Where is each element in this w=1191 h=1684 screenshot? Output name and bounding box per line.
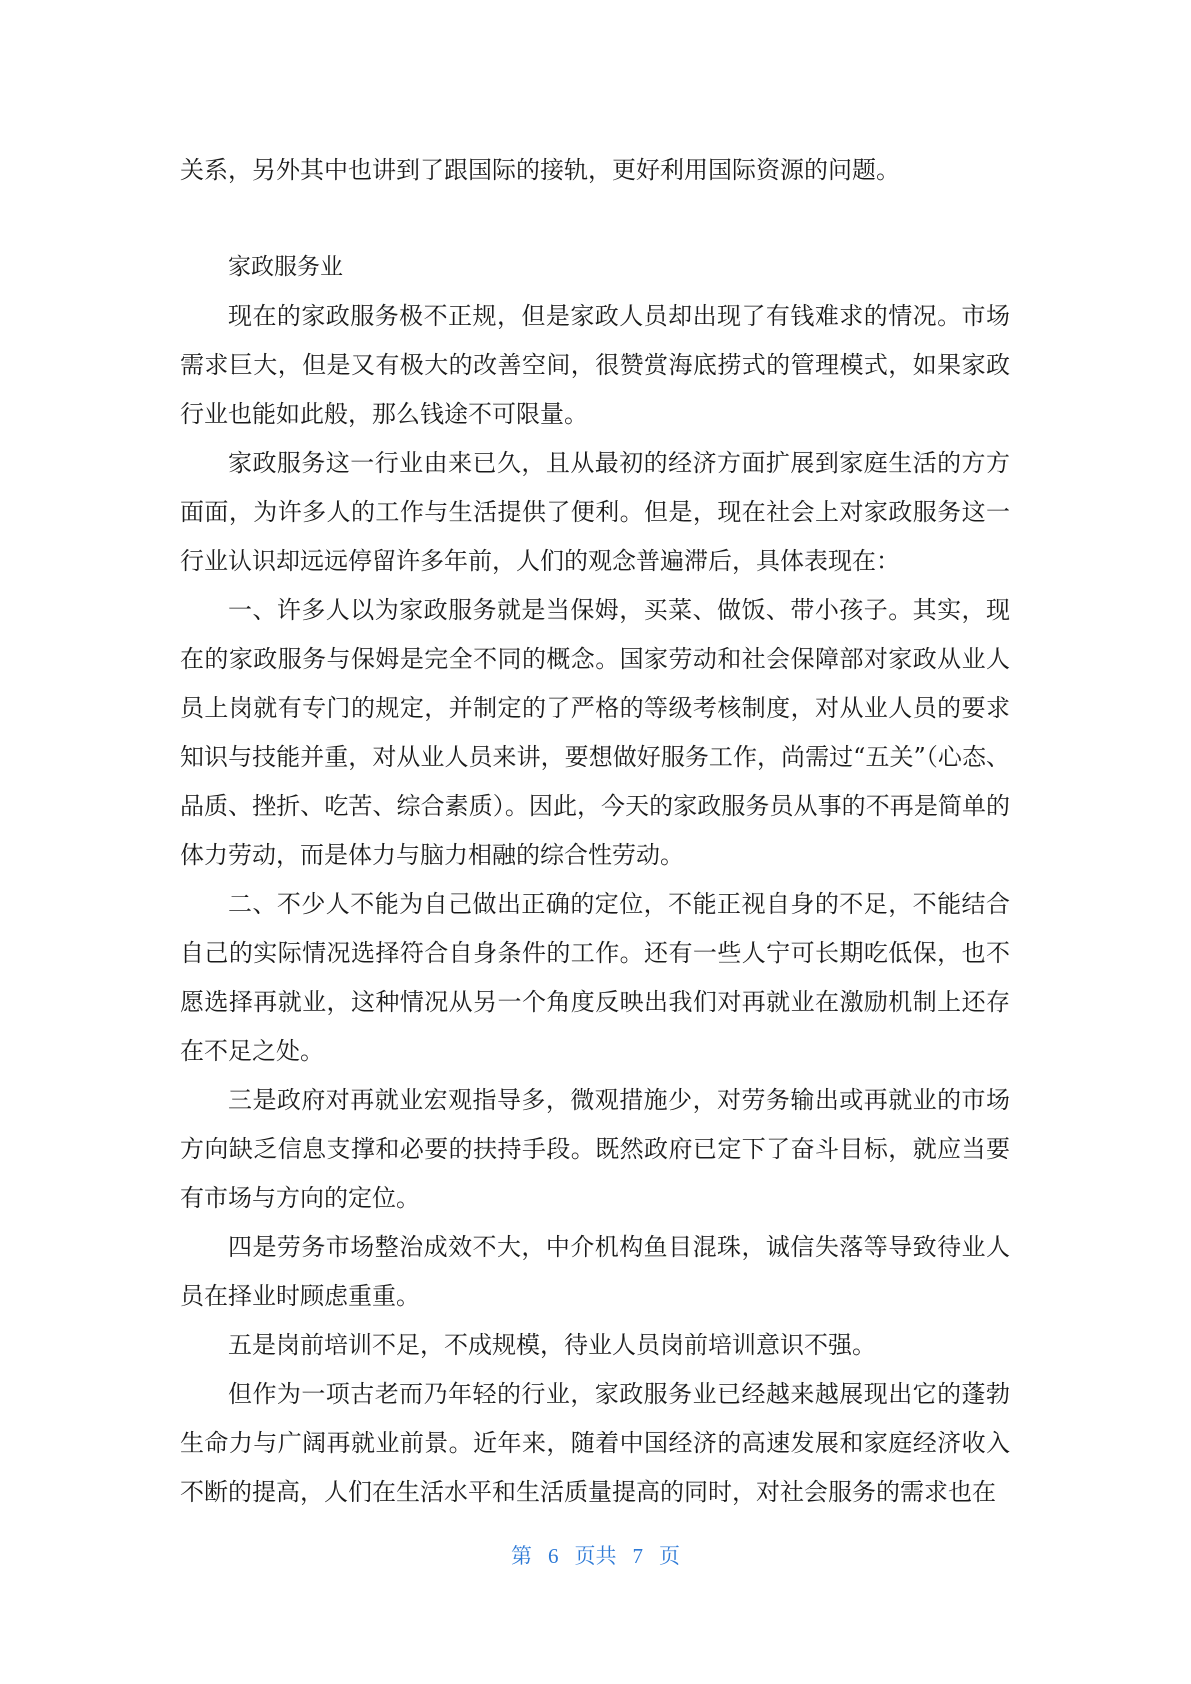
- section-heading: 家政服务业: [228, 254, 343, 280]
- paragraph: 四是劳务市场整治成效不大，中介机构鱼目混珠，诚信失落等导致待业人员在择业时顾虑重重。: [180, 1233, 1010, 1310]
- page-number-footer: [0, 1540, 1191, 1570]
- continued-paragraph: 关系，另外其中也讲到了跟国际的接轨，更好利用国际资源的问题。: [180, 156, 900, 184]
- page-total-word: 页共: [574, 1544, 617, 1568]
- paragraph: 但作为一项古老而乃年轻的行业，家政服务业已经越来越展现出它的蓬勃生命力与广阔再就业前景。近年来，随着中国经济的高速发展和家庭经济收入不断的提高，人们在生活水平和生活质量提高的同时，对社会服务的需求也在: [180, 1380, 1010, 1506]
- page-suffix: 页: [659, 1544, 680, 1568]
- paragraph: 一、许多人以为家政服务就是当保姆，买菜、做饭、带小孩子。其实，现在的家政服务与保姆是完全不同的概念。国家劳动和社会保障部对家政从业人员上岗就有专门的规定，并制定的了严格的等级考核制度，对从业人员的要求知识与技能并重，对从业人员来讲，要想做好服务工作，尚需过“五关”（心态、品质、挫折、吃苦、综合素质）。因此，今天的家政服务员从事的不再是简单的体力劳动，而是体力与脑力相融的综合性劳动。: [180, 596, 1010, 869]
- paragraph: 现在的家政服务极不正规，但是家政人员却出现了有钱难求的情况。市场需求巨大，但是又有极大的改善空间，很赞赏海底捞式的管理模式，如果家政行业也能如此般，那么钱途不可限量。: [180, 302, 1010, 428]
- paragraph: 家政服务这一行业由来已久，且从最初的经济方面扩展到家庭生活的方方面面，为许多人的工作与生活提供了便利。但是，现在社会上对家政服务这一行业认识却远远停留许多年前，人们的观念普遍滞后，具体表现在：: [180, 449, 1010, 575]
- document-body: [180, 146, 1010, 1517]
- paragraph: 三是政府对再就业宏观指导多，微观措施少，对劳务输出或再就业的市场方向缺乏信息支撑和必要的扶持手段。既然政府已定下了奋斗目标，就应当要有市场与方向的定位。: [180, 1086, 1010, 1212]
- total-pages-number: 7: [632, 1544, 643, 1568]
- paragraph: 五是岗前培训不足，不成规模，待业人员岗前培训意识不强。: [228, 1331, 876, 1359]
- page-word: 第: [511, 1544, 532, 1568]
- current-page-number: 6: [548, 1544, 559, 1568]
- paragraph: 二、不少人不能为自己做出正确的定位，不能正视自身的不足，不能结合自己的实际情况选择符合自身条件的工作。还有一些人宁可长期吃低保，也不愿选择再就业，这种情况从另一个角度反映出我们对再就业在激励机制上还存在不足之处。: [180, 890, 1010, 1065]
